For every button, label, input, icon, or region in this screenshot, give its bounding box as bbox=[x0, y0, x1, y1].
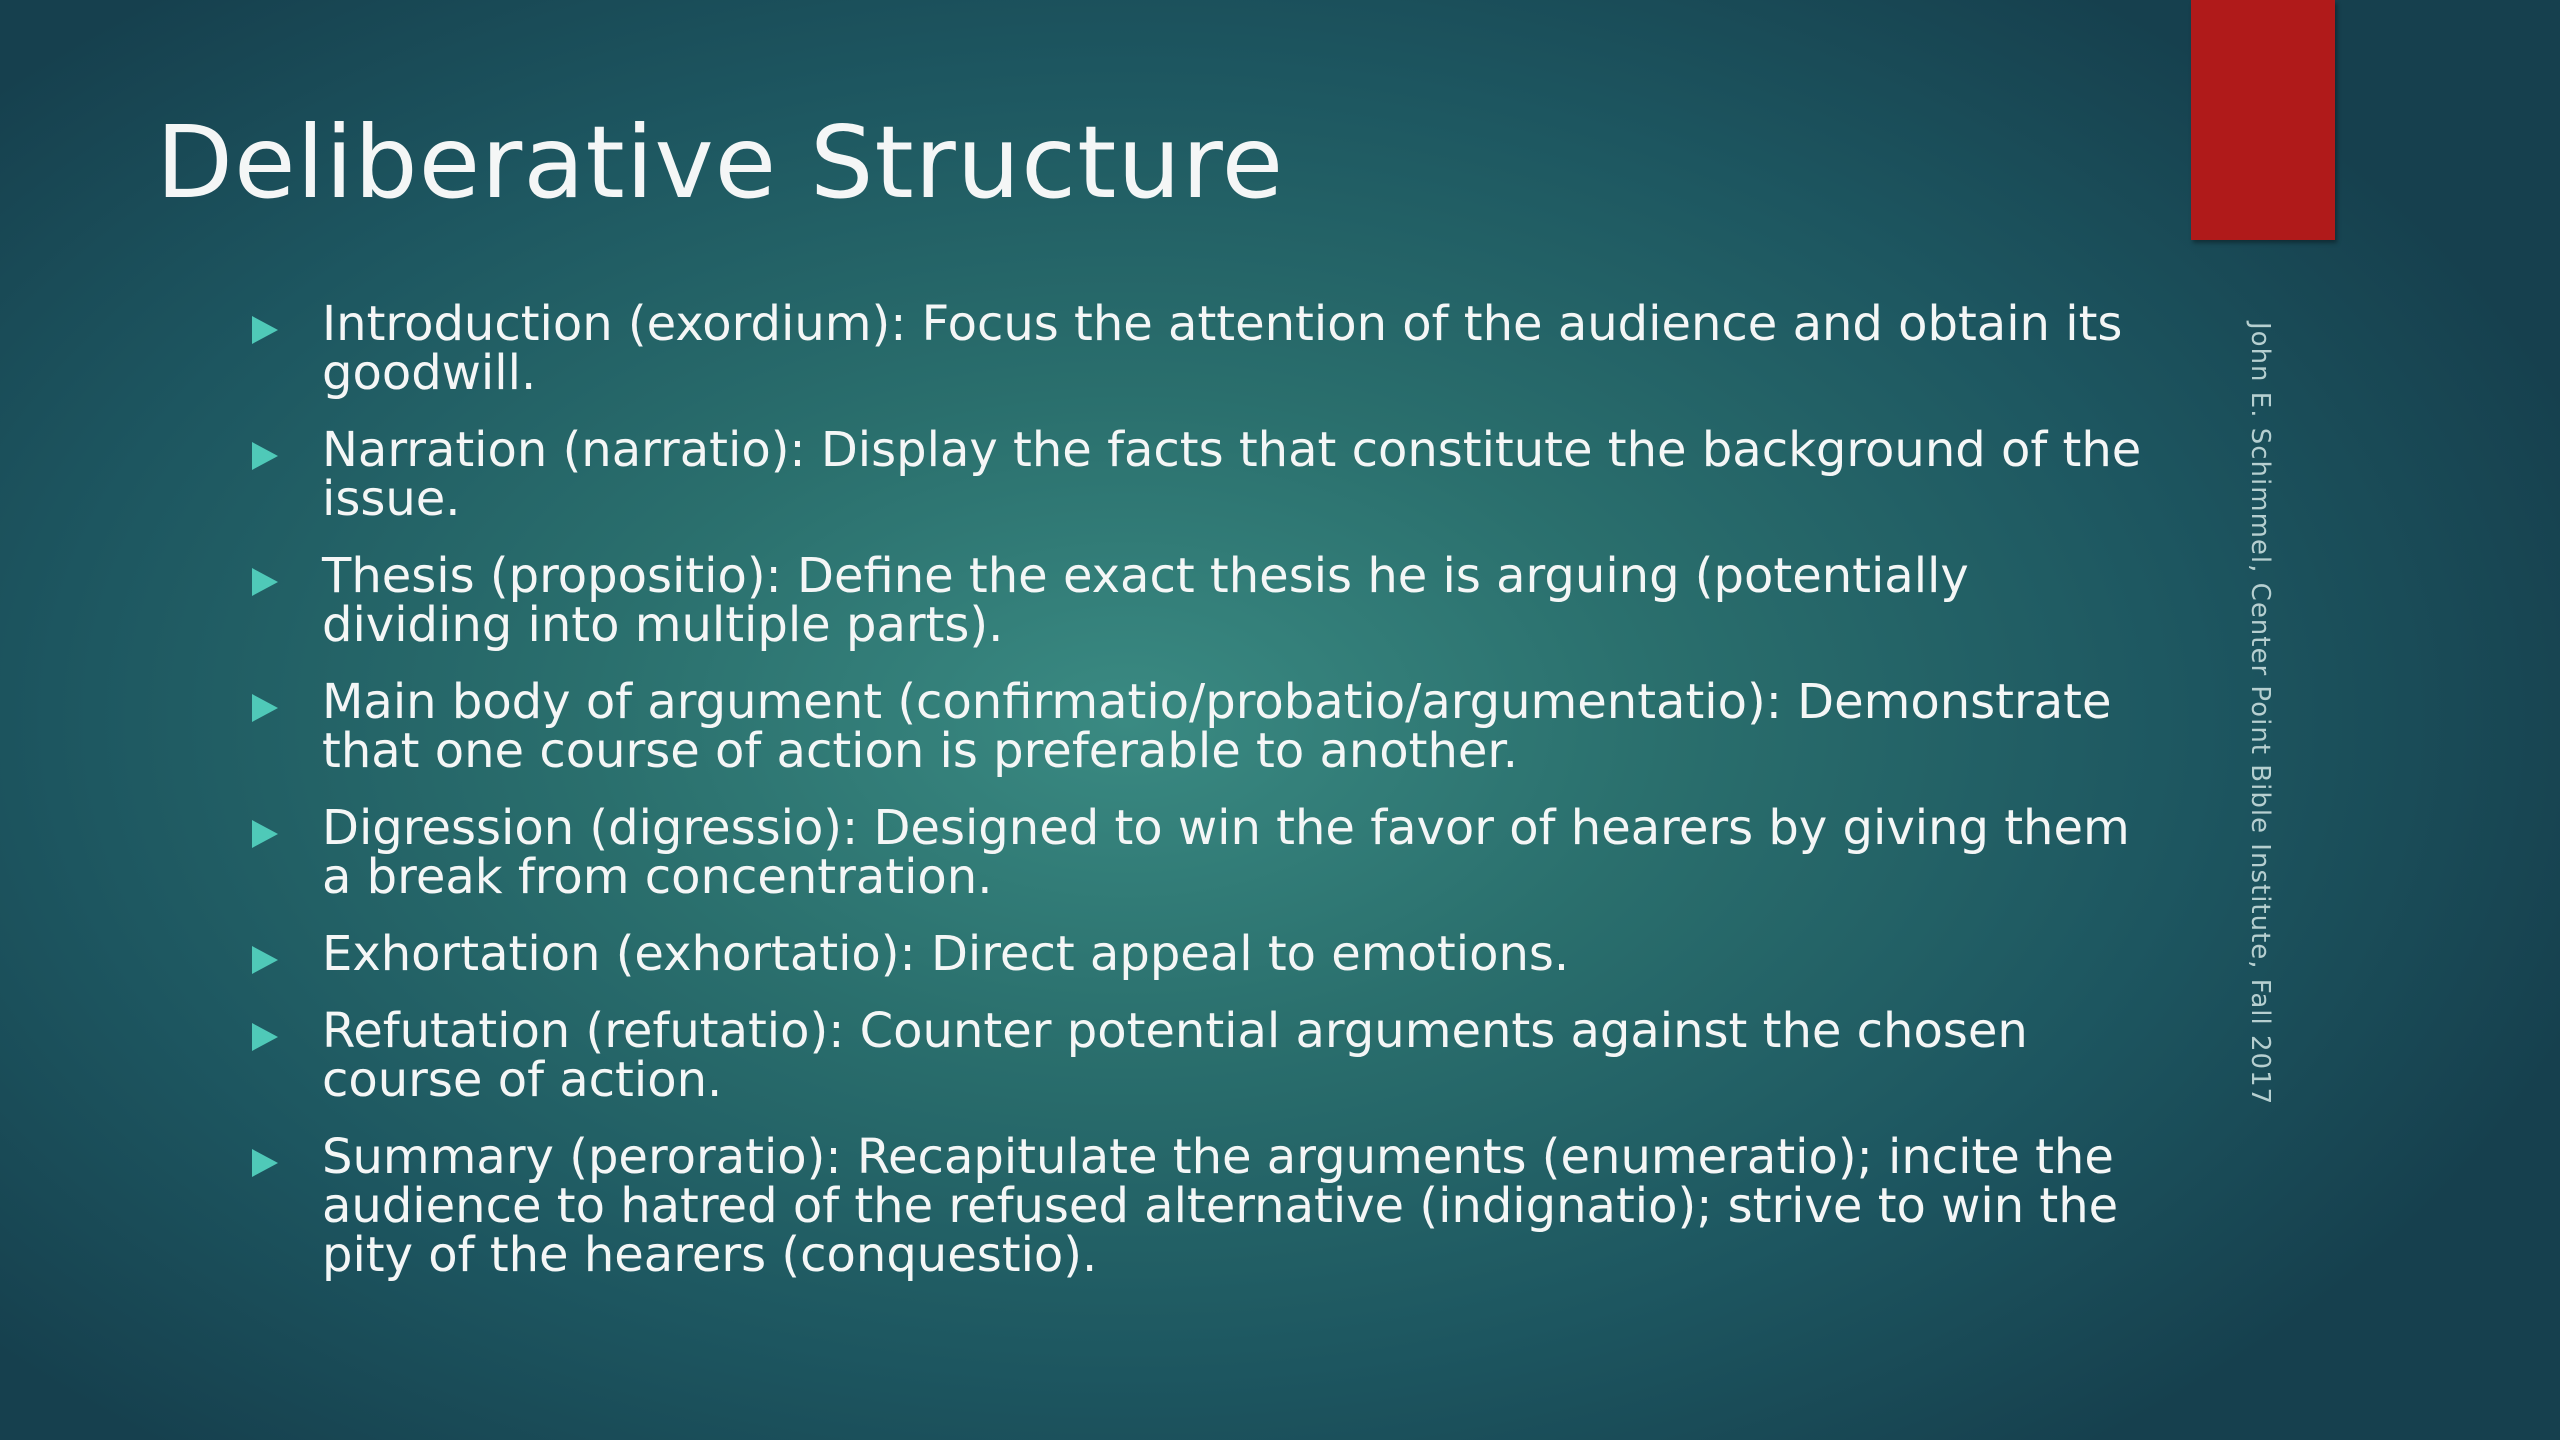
bullet-text: Introduction (exordium): Focus the attention of the audience and obtain its goodwill. bbox=[322, 296, 2123, 401]
triangle-bullet-icon bbox=[252, 1149, 278, 1177]
bullet-text: Narration (narratio): Display the facts that constitute the background of the issue. bbox=[322, 422, 2142, 527]
triangle-bullet-icon bbox=[252, 946, 278, 974]
side-footer-text: John E. Schimmel, Center Point Bible Institute, Fall 2017 bbox=[2245, 322, 2275, 1106]
bullet-item bbox=[250, 800, 2150, 905]
triangle-bullet-icon bbox=[252, 568, 278, 596]
bullet-item bbox=[250, 548, 2150, 653]
triangle-bullet-icon bbox=[252, 694, 278, 722]
accent-tab bbox=[2191, 0, 2335, 240]
bullet-item bbox=[250, 1003, 2150, 1108]
triangle-bullet-icon bbox=[252, 442, 278, 470]
bullet-item bbox=[250, 926, 2150, 982]
bullet-item bbox=[250, 422, 2150, 527]
bullet-text: Exhortation (exhortatio): Direct appeal to emotions. bbox=[322, 926, 1570, 982]
bullet-text: Main body of argument (confirmatio/probatio/argumentatio): Demonstrate that one course of action is preferable to another. bbox=[322, 674, 2112, 779]
bullet-text: Digression (digressio): Designed to win the favor of hearers by giving them a break from concentration. bbox=[322, 800, 2130, 905]
slide-title: Deliberative Structure bbox=[156, 104, 1285, 221]
bullet-item bbox=[250, 674, 2150, 779]
bullet-item bbox=[250, 1129, 2150, 1283]
triangle-bullet-icon bbox=[252, 1023, 278, 1051]
bullet-text: Summary (peroratio): Recapitulate the arguments (enumeratio); incite the audience to hatred of the refused alternative (indignatio); strive to win the pity of the hearers (conquestio). bbox=[322, 1129, 2119, 1283]
bullet-text: Thesis (propositio): Define the exact thesis he is arguing (potentially dividing into multiple parts). bbox=[322, 548, 1969, 653]
triangle-bullet-icon bbox=[252, 820, 278, 848]
triangle-bullet-icon bbox=[252, 316, 278, 344]
bullet-text: Refutation (refutatio): Counter potential arguments against the chosen course of action. bbox=[322, 1003, 2028, 1108]
bullet-item bbox=[250, 296, 2150, 401]
bullet-list bbox=[250, 296, 2150, 1308]
